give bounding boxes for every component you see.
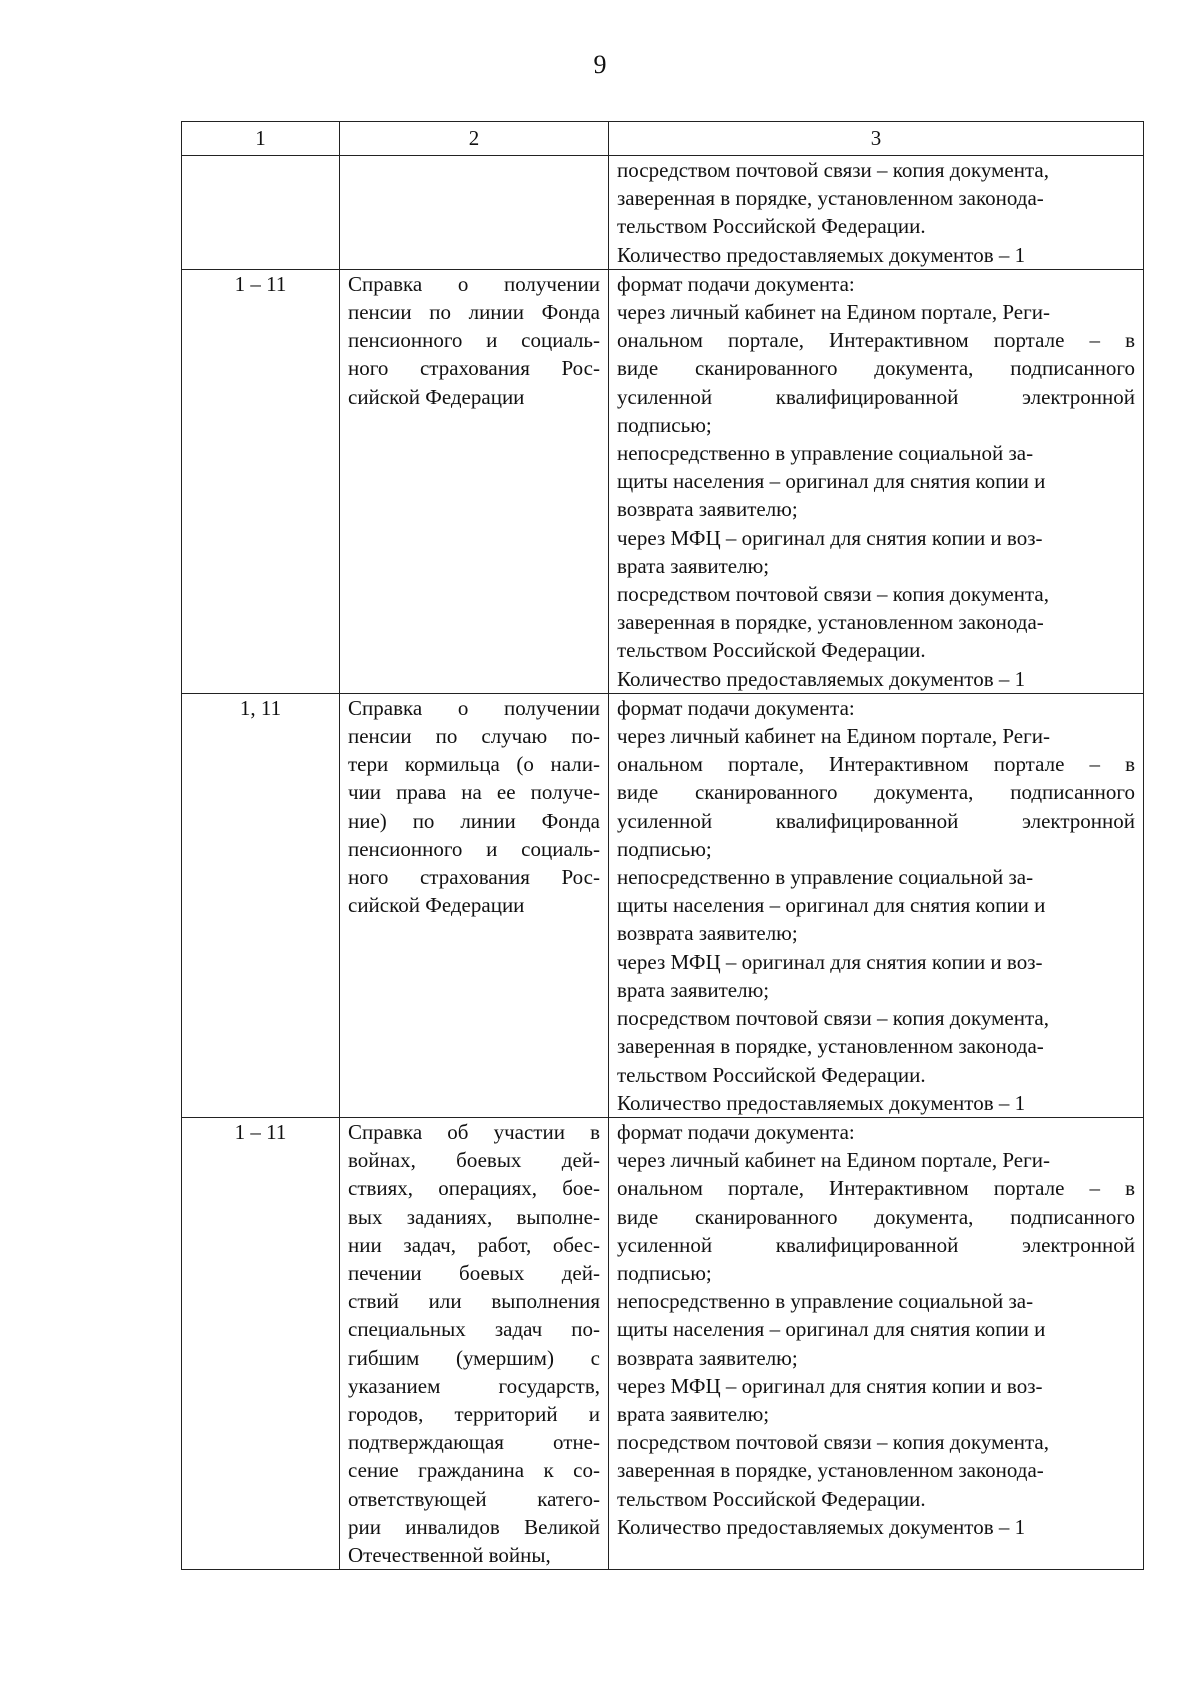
submission-format-line: заверенная в порядке, установленном законода- [617, 1034, 1044, 1059]
document-name-line: Отечественной войны, [348, 1542, 551, 1567]
submission-format-cell [609, 269, 1144, 693]
document-name-line: Справка о получении [348, 695, 600, 720]
submission-format-line: формат подачи документа: [617, 1119, 855, 1144]
submission-format-line: заверенная в порядке, установленном законода- [617, 1458, 1044, 1483]
document-name-line: ние) по линии Фонда [348, 808, 600, 833]
row-number-cell: 1 – 11 [182, 1117, 340, 1569]
submission-format-line: тельством Российской Федерации. [617, 638, 926, 663]
submission-format-line: щиты населения – оригинал для снятия копии и [617, 893, 1046, 918]
submission-format-line: тельством Российской Федерации. [617, 214, 926, 239]
document-name-line: ответствующей катего- [348, 1486, 600, 1511]
document-name-line: нии задач, работ, обес- [348, 1232, 600, 1257]
document-name-line: подтверждающая отне- [348, 1430, 600, 1455]
submission-format-line: тельством Российской Федерации. [617, 1062, 926, 1087]
document-name-line: пенсионного и социаль- [348, 328, 600, 353]
submission-format-line: посредством почтовой связи – копия документа, [617, 582, 1049, 607]
submission-format-line: усиленной квалифицированной электронной [617, 1232, 1135, 1257]
submission-format-line: через личный кабинет на Едином портале, Реги- [617, 724, 1050, 749]
submission-format-line: подписью; [617, 412, 712, 437]
submission-format-line: врата заявителю; [617, 553, 770, 578]
submission-format-line: Количество предоставляемых документов – 1 [617, 1514, 1026, 1539]
submission-format-line: посредством почтовой связи – копия документа, [617, 158, 1049, 182]
submission-format-line: непосредственно в управление социальной за- [617, 1289, 1034, 1314]
document-name-line: Справка о получении [348, 271, 600, 296]
submission-format-line: тельством Российской Федерации. [617, 1486, 926, 1511]
document-name-line: сийской Федерации [348, 893, 525, 918]
document-name-line: тери кормильца (о нали- [348, 752, 600, 777]
document-name-line: вых заданиях, выполне- [348, 1204, 600, 1229]
table-header-row [182, 122, 1144, 156]
submission-format-line: через личный кабинет на Едином портале, Реги- [617, 1148, 1050, 1173]
document-name-cell [340, 156, 609, 270]
header-cell-2: 2 [340, 122, 609, 156]
submission-format-line: щиты населения – оригинал для снятия копии и [617, 1317, 1046, 1342]
submission-format-cell [609, 693, 1144, 1117]
document-name-line: Справка об участии в [348, 1119, 600, 1144]
table-row [182, 693, 1144, 1117]
submission-format-line: усиленной квалифицированной электронной [617, 384, 1135, 409]
submission-format-line: ональном портале, Интерактивном портале – в [617, 1176, 1135, 1201]
submission-format-line: возврата заявителю; [617, 921, 798, 946]
document-name-line: пенсии по линии Фонда [348, 300, 600, 325]
submission-format-line: усиленной квалифицированной электронной [617, 808, 1135, 833]
document-name-line: ного страхования Рос- [348, 356, 600, 381]
document-name-cell [340, 693, 609, 1117]
submission-format-line: врата заявителю; [617, 1401, 770, 1426]
document-name-line: ствий или выполнения [348, 1289, 600, 1314]
submission-format-line: через МФЦ – оригинал для снятия копии и воз- [617, 525, 1043, 550]
table-row [182, 156, 1144, 270]
document-name-line: пенсионного и социаль- [348, 836, 600, 861]
table-row [182, 1117, 1144, 1569]
submission-format-line: посредством почтовой связи – копия документа, [617, 1006, 1049, 1031]
documents-table [181, 121, 1144, 1570]
submission-format-line: Количество предоставляемых документов – 1 [617, 666, 1026, 691]
submission-format-line: виде сканированного документа, подписанного [617, 1204, 1135, 1229]
submission-format-line: непосредственно в управление социальной за- [617, 865, 1034, 890]
document-name-line: ствиях, операциях, бое- [348, 1176, 600, 1201]
submission-format-cell [609, 156, 1144, 270]
document-name-line: гибшим (умершим) с [348, 1345, 600, 1370]
submission-format-line: заверенная в порядке, установленном законода- [617, 610, 1044, 635]
page-number: 9 [593, 50, 607, 79]
submission-format-line: непосредственно в управление социальной за- [617, 441, 1034, 466]
submission-format-line: подписью; [617, 1260, 712, 1285]
submission-format-line: Количество предоставляемых документов – 1 [617, 1090, 1026, 1115]
submission-format-line: через МФЦ – оригинал для снятия копии и воз- [617, 949, 1043, 974]
header-cell-3: 3 [609, 122, 1144, 156]
table-row [182, 269, 1144, 693]
submission-format-line: возврата заявителю; [617, 1345, 798, 1370]
document-name-cell [340, 1117, 609, 1569]
submission-format-line: формат подачи документа: [617, 271, 855, 296]
row-number-cell: 1, 11 [182, 693, 340, 1117]
submission-format-line: заверенная в порядке, установленном законода- [617, 186, 1044, 211]
row-number-cell: 1 – 11 [182, 269, 340, 693]
document-name-line: печении боевых дей- [348, 1260, 600, 1285]
row-number-cell [182, 156, 340, 270]
submission-format-line: возврата заявителю; [617, 497, 798, 522]
submission-format-cell [609, 1117, 1144, 1569]
submission-format-line: ональном портале, Интерактивном портале – в [617, 328, 1135, 353]
submission-format-line: щиты населения – оригинал для снятия копии и [617, 469, 1046, 494]
document-name-line: пенсии по случаю по- [348, 724, 600, 749]
submission-format-line: врата заявителю; [617, 977, 770, 1002]
submission-format-line: формат подачи документа: [617, 695, 855, 720]
submission-format-line: подписью; [617, 836, 712, 861]
submission-format-line: через МФЦ – оригинал для снятия копии и воз- [617, 1373, 1043, 1398]
document-name-line: чии права на ее получе- [348, 780, 600, 805]
document-name-line: сийской Федерации [348, 384, 525, 409]
document-name-cell [340, 269, 609, 693]
document-name-line: городов, территорий и [348, 1401, 600, 1426]
header-cell-1: 1 [182, 122, 340, 156]
submission-format-line: Количество предоставляемых документов – 1 [617, 242, 1026, 267]
submission-format-line: виде сканированного документа, подписанного [617, 356, 1135, 381]
document-name-line: рии инвалидов Великой [348, 1514, 600, 1539]
document-name-line: сение гражданина к со- [348, 1458, 600, 1483]
document-name-line: ного страхования Рос- [348, 865, 600, 890]
document-name-line: войнах, боевых дей- [348, 1148, 600, 1173]
document-name-line: указанием государств, [348, 1373, 600, 1398]
document-name-line: специальных задач по- [348, 1317, 600, 1342]
submission-format-line: посредством почтовой связи – копия документа, [617, 1430, 1049, 1455]
submission-format-line: ональном портале, Интерактивном портале – в [617, 752, 1135, 777]
submission-format-line: виде сканированного документа, подписанного [617, 780, 1135, 805]
submission-format-line: через личный кабинет на Едином портале, Реги- [617, 300, 1050, 325]
